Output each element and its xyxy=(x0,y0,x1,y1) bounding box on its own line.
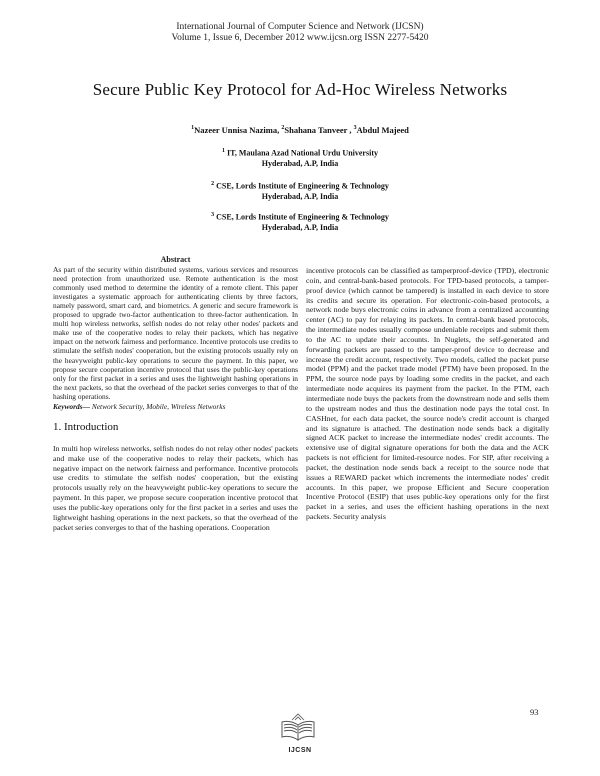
right-column xyxy=(306,266,549,522)
keywords xyxy=(53,402,298,411)
page-number: 93 xyxy=(530,707,539,717)
author-list xyxy=(0,125,600,135)
affiliation-2 xyxy=(0,179,600,202)
journal-header xyxy=(0,22,600,44)
affiliation-1 xyxy=(0,146,600,169)
affiliation-3 xyxy=(0,210,600,233)
open-book-logo-icon xyxy=(278,712,318,752)
author-2: Shahana Tanveer , xyxy=(284,125,354,135)
keywords-label: Keywords— xyxy=(53,401,90,411)
affiliation-1-location: Hyderabad, A.P, India xyxy=(261,158,339,168)
section-heading-introduction: 1. Introduction xyxy=(53,420,119,433)
author-2-sup: 2 xyxy=(281,125,285,132)
affiliation-2-dept: CSE, Lords Institute of Engineering & Technology xyxy=(214,181,389,191)
logo-text: IJCSN xyxy=(288,747,312,754)
right-column-body: incentive protocols can be classified as tamperproof-device (TPD), electronic coin, and central-bank-based protocols. For TPD-based protocols, a tamper-proof device (which cannot be tampered) is installed in each device to store its credits and secure its operation. For electronic-coin-based protocols, a network node buys electronic coins in advance from a centralized accounting center (AC) to pay for relaying its packets. In central-bank based protocols, the intermediate nodes usually compose undeniable receipts and submit them to the AC to update their accounts. In Nuglets, the self-generated and forwarding packets are passed to the tamper-proof device to decrease and increase the credit account, respectively. Two models, called the packet purse model (PPM) and the packet trade model (PTM) have been proposed. In the PPM, the source node pays by loading some credits in the packet, and each intermediate node acquires its payment from the packet. In the PTM, each intermediate node buys the packets from the downstream node and sells them to the upstream nodes and thus the destination node pays the total cost. In CASHnet, for each data packet, the source node's credit account is charged and its signature is attached. The destination node sends back a digitally signed ACK packet to increase the intermediate nodes' credit accounts. The extensive use of digital signature operations for both the data and the ACK packets is not efficient for limited-resource nodes. For SIP, after receiving a packet, the destination node sends back a receipt to the source node that issues a REWARD packet which increments the intermediate nodes' credit accounts. In this paper, we propose Efficient and Secure cooperation Incentive Protocol (ESIP) that uses public-key operations only for the first packet in a series, and uses the efficient hashing operations in the next packets. Security analysis xyxy=(306,266,549,522)
affiliation-3-dept: CSE, Lords Institute of Engineering & Technology xyxy=(214,212,389,222)
author-3-sup: 3 xyxy=(353,125,357,132)
affiliation-3-sup: 3 xyxy=(211,212,215,218)
affiliation-1-sup: 1 xyxy=(222,148,225,154)
introduction-body: In multi hop wireless networks, selfish nodes do not relay other nodes' packets and make use of the cooperative nodes to relay their packets, which has negative impact on the network fairness and performance. Incentive protocols use credits to stimulate the selfish nodes' cooperation, but the existing protocols usually rely on the heavyweight public-key operations to secure the payment. In this paper, we propose secure cooperation incentive protocol that uses the public-key operations only for the first packet in a series and uses the lightweight hashing operations in the next packets, so that the overhead of the packet series converges to that of the hashing operations. Cooperation xyxy=(53,443,298,532)
journal-header-line1: International Journal of Computer Science and Network (IJCSN) xyxy=(176,22,424,32)
affiliation-2-location: Hyderabad, A.P, India xyxy=(261,191,339,201)
paper-title: Secure Public Key Protocol for Ad-Hoc Wireless Networks xyxy=(92,80,508,99)
abstract-heading: Abstract xyxy=(160,255,191,264)
affiliation-1-dept: IT, Maulana Azad National Urdu University xyxy=(225,148,378,158)
left-column xyxy=(53,255,298,532)
author-1-sup: 1 xyxy=(191,125,195,132)
author-1: Nazeer Unnisa Nazima, xyxy=(194,125,282,135)
journal-header-line2: Volume 1, Issue 6, December 2012 www.ijcsn.org ISSN 2277-5420 xyxy=(171,33,429,43)
abstract-body: As part of the security within distributed systems, various services and resources need protection from unauthorized use. Remote authentication is the most commonly used method to determine the identity of a remote client. This paper investigates a systematic approach for authenticating clients by three factors, namely password, smart card, and biometrics. A generic and secure framework is proposed to upgrade two-factor authentication to three-factor authentication. In multi hop wireless networks, selfish nodes do not relay other nodes' packets and make use of the cooperative nodes to relay their packets, which has negative impact on the network fairness and performance. Incentive protocols use credits to stimulate the selfish nodes' cooperation, but the existing protocols usually rely on the heavyweight public-key operations to secure the payment. In this paper, we propose secure cooperation incentive protocol that uses the public-key operations only for the first packet in a series and uses the lightweight hashing operations in the next packets, so that the overhead of the packet series converges to that of the hashing operations. xyxy=(53,265,298,401)
affiliation-3-location: Hyderabad, A.P, India xyxy=(261,222,339,232)
author-3: Abdul Majeed xyxy=(356,125,409,135)
keywords-list: Network Security, Mobile, Wireless Networks xyxy=(89,401,226,411)
affiliation-2-sup: 2 xyxy=(211,181,215,187)
